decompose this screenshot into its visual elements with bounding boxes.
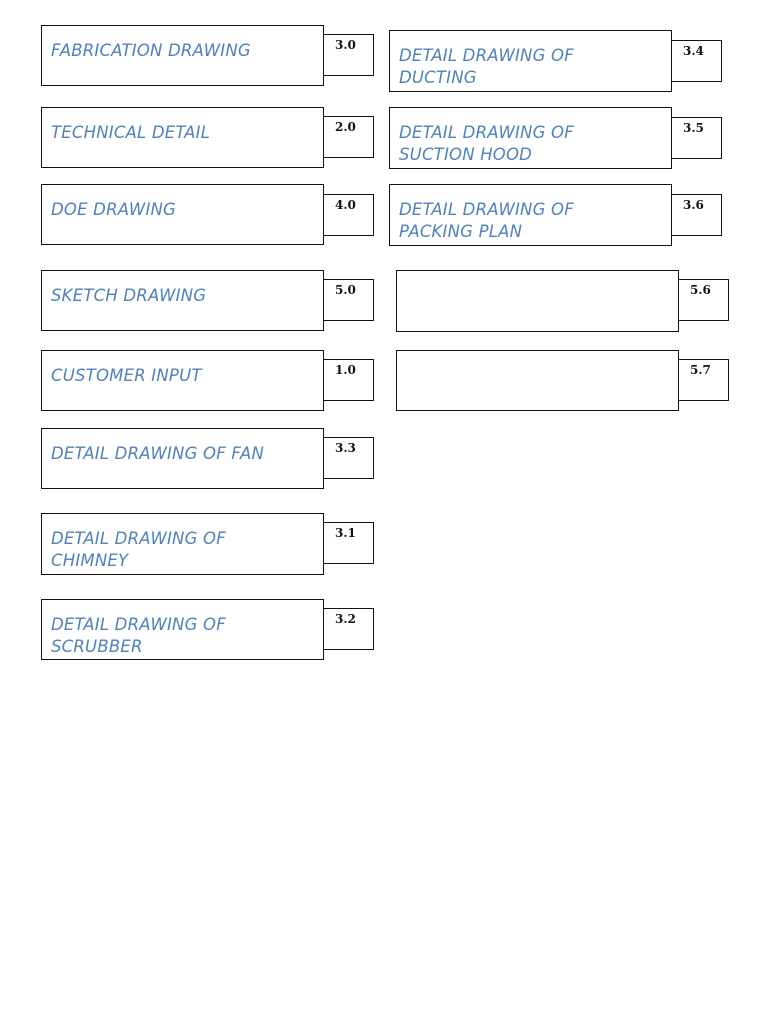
card-detail-drawing-chimney	[41, 513, 324, 575]
card-detail-drawing-packing-plan	[389, 184, 672, 246]
card-number: 4.0	[335, 198, 356, 212]
card-label: DETAIL DRAWING OF SUCTION HOOD	[399, 123, 574, 164]
card-label: FABRICATION DRAWING	[51, 41, 251, 60]
card-customer-input	[41, 350, 324, 411]
card-number-box	[323, 437, 374, 479]
card-empty-5-6	[396, 270, 679, 332]
card-number: 3.4	[683, 44, 704, 58]
card-number-box	[671, 117, 722, 159]
card-detail-drawing-scrubber	[41, 599, 324, 660]
card-technical-detail	[41, 107, 324, 168]
card-label: DETAIL DRAWING OF CHIMNEY	[51, 529, 226, 570]
card-number-box	[323, 608, 374, 650]
card-doe-drawing	[41, 184, 324, 245]
card-number-box	[671, 194, 722, 236]
card-number-box	[678, 359, 729, 401]
card-label: CUSTOMER INPUT	[51, 366, 202, 385]
card-detail-drawing-fan	[41, 428, 324, 489]
card-fabrication-drawing	[41, 25, 324, 86]
card-label: DETAIL DRAWING OF DUCTING	[399, 46, 574, 87]
card-number: 3.3	[335, 441, 356, 455]
card-number: 3.2	[335, 612, 356, 626]
card-number: 2.0	[335, 120, 356, 134]
card-number-box	[323, 522, 374, 564]
card-label: DETAIL DRAWING OF PACKING PLAN	[399, 200, 574, 241]
card-number: 3.1	[335, 526, 356, 540]
card-label: DETAIL DRAWING OF SCRUBBER	[51, 615, 226, 656]
card-empty-5-7	[396, 350, 679, 411]
card-sketch-drawing	[41, 270, 324, 331]
card-number: 5.7	[690, 363, 711, 377]
card-number: 3.0	[335, 38, 356, 52]
card-number: 3.5	[683, 121, 704, 135]
card-number: 5.0	[335, 283, 356, 297]
card-label: SKETCH DRAWING	[51, 286, 207, 305]
card-number-box	[323, 194, 374, 236]
card-detail-drawing-ducting	[389, 30, 672, 92]
card-number-box	[323, 359, 374, 401]
card-number-box	[671, 40, 722, 82]
card-detail-drawing-suction-hood	[389, 107, 672, 169]
card-number: 1.0	[335, 363, 356, 377]
card-label: TECHNICAL DETAIL	[51, 123, 211, 142]
card-label: DETAIL DRAWING OF FAN	[51, 444, 265, 463]
card-number-box	[323, 279, 374, 321]
card-number-box	[323, 34, 374, 76]
card-number-box	[323, 116, 374, 158]
card-number: 5.6	[690, 283, 711, 297]
card-number: 3.6	[683, 198, 704, 212]
card-label: DOE DRAWING	[51, 200, 177, 219]
card-number-box	[678, 279, 729, 321]
